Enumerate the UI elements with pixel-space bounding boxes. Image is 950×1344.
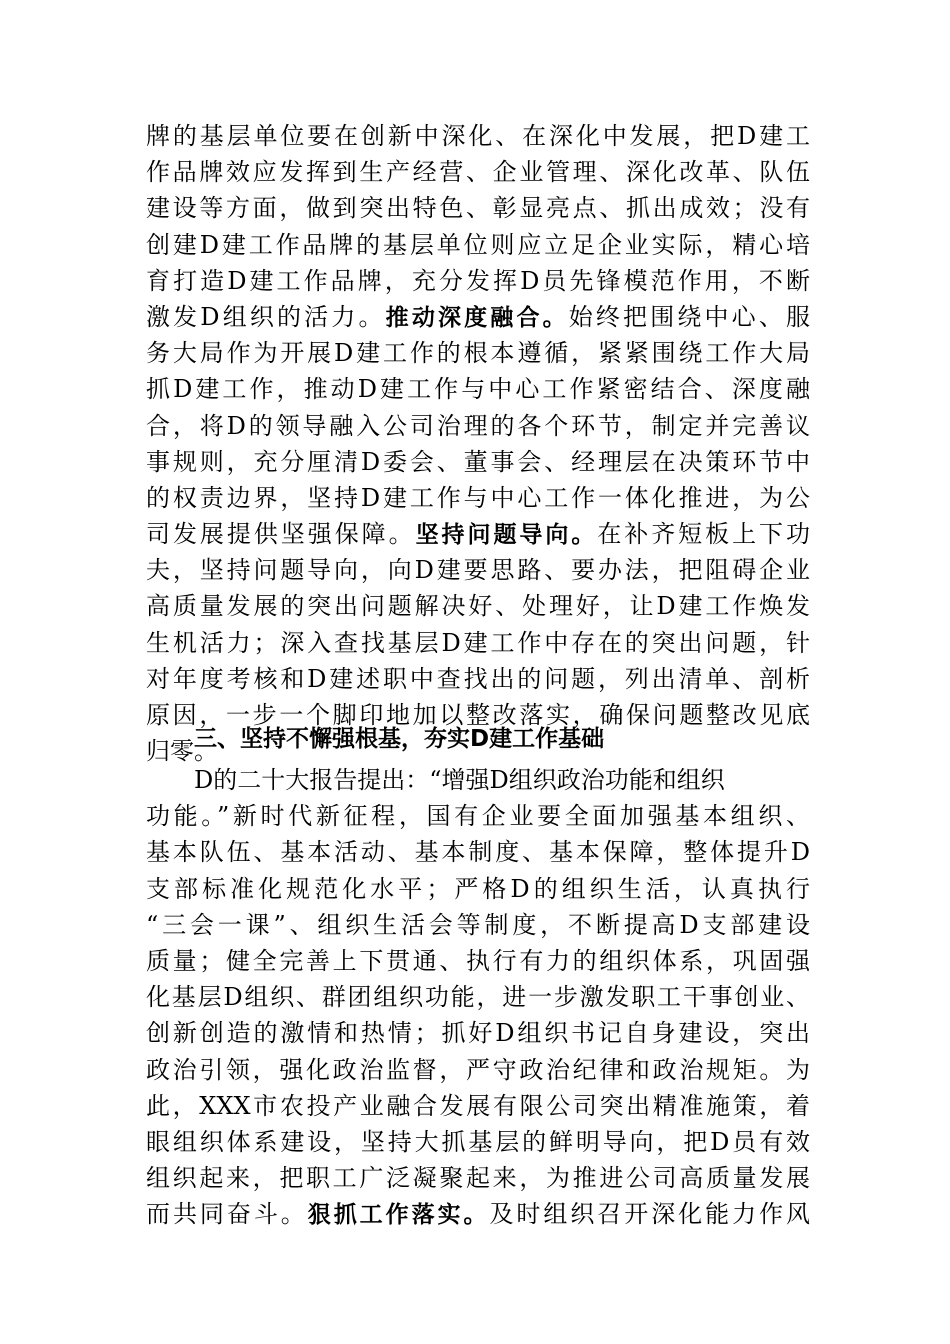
text-line: 创新创造的激情和热情；抓好D组织书记自身建设，突出 bbox=[146, 1019, 810, 1048]
text-line: 抓D建工作，推动D建工作与中心工作紧密结合、深度融 bbox=[146, 375, 810, 404]
text-line: 眼组织体系建设，坚持大抓基层的鲜明导向，把D员有效 bbox=[146, 1127, 810, 1156]
text-run: 司发展提供坚强保障。 bbox=[146, 520, 416, 549]
text-line bbox=[146, 516, 810, 552]
text-line: 质量；健全完善上下贯通、执行有力的组织体系，巩固强 bbox=[146, 946, 810, 975]
text-line: 的权责边界，坚持D建工作与中心工作一体化推进，为公 bbox=[146, 483, 810, 512]
text-run: 而共同奋斗。 bbox=[146, 1200, 308, 1229]
text-run: 在补齐短板上下功 bbox=[597, 520, 811, 549]
text-line: 建设等方面，做到突出特色、彰显亮点、抓出成效；没有 bbox=[146, 194, 810, 223]
text-line: 原因，一步一个脚印地加以整改落实，确保问题整改见底 bbox=[146, 701, 810, 729]
text-line: D的二十大报告提出：“增强D组织政治功能和组织 bbox=[194, 766, 725, 794]
text-run: 激发D组织的活力。 bbox=[146, 302, 386, 331]
text-line: 基本队伍、基本活动、基本制度、基本保障，整体提升D bbox=[146, 838, 810, 867]
text-line: 此，XXX市农投产业融合发展有限公司突出精准施策，着 bbox=[146, 1091, 810, 1120]
paragraph-block-1 bbox=[146, 118, 810, 769]
text-line bbox=[146, 299, 810, 335]
paragraph-block-2 bbox=[146, 762, 810, 1232]
text-line: 合，将D的领导融入公司治理的各个环节，制定并完善议 bbox=[146, 411, 810, 440]
text-line: 牌的基层单位要在创新中深化、在深化中发展，把D建工 bbox=[146, 122, 810, 150]
bold-lead-phrase: 狠抓工作落实。 bbox=[307, 1202, 490, 1229]
bold-lead-phrase: 推动深度融合。 bbox=[385, 304, 569, 331]
text-line: 归零。 bbox=[146, 737, 218, 766]
text-line: 育打造D建工作品牌，充分发挥D员先锋模范作用，不断 bbox=[146, 266, 810, 295]
text-line: 对年度考核和D建述职中查找出的问题，列出清单、剖析 bbox=[146, 664, 810, 693]
text-line: “三会一课”、组织生活会等制度，不断提高D支部建设 bbox=[146, 910, 810, 939]
text-line: 政治引领，强化政治监督，严守政治纪律和政治规矩。为 bbox=[146, 1055, 810, 1084]
text-line: 作品牌效应发挥到生产经营、企业管理、深化改革、队伍 bbox=[146, 158, 810, 187]
text-line: 组织起来，把职工广泛凝聚起来，为推进公司高质量发展 bbox=[146, 1164, 810, 1193]
text-line: 化基层D组织、群团组织功能，进一步激发职工干事创业、 bbox=[146, 983, 810, 1012]
text-line: 务大局作为开展D建工作的根本遵循，紧紧围绕工作大局 bbox=[146, 339, 810, 368]
text-line: 高质量发展的突出问题解决好、处理好，让D建工作焕发 bbox=[146, 592, 810, 621]
text-line: 创建D建工作品牌的基层单位则应立足企业实际，精心培 bbox=[146, 230, 810, 259]
text-line: 生机活力；深入查找基层D建工作中存在的突出问题，针 bbox=[146, 628, 810, 657]
text-line: 功能。”新时代新征程，国有企业要全面加强基本组织、 bbox=[146, 802, 810, 831]
text-line bbox=[146, 1196, 810, 1232]
text-line: 支部标准化规范化水平；严格D的组织生活，认真执行 bbox=[146, 874, 810, 903]
section-heading: 三、坚持不懈强根基，夯实D建工作基础 bbox=[194, 726, 605, 752]
bold-lead-phrase: 坚持问题导向。 bbox=[415, 522, 598, 549]
text-line: 夫，坚持问题导向，向D建要思路、要办法，把阻碍企业 bbox=[146, 556, 810, 585]
text-run: 及时组织召开深化能力作风 bbox=[489, 1200, 811, 1229]
text-line: 事规则，充分厘清D委会、董事会、经理层在决策环节中 bbox=[146, 447, 810, 476]
text-run: 始终把围绕中心、服 bbox=[568, 302, 810, 331]
